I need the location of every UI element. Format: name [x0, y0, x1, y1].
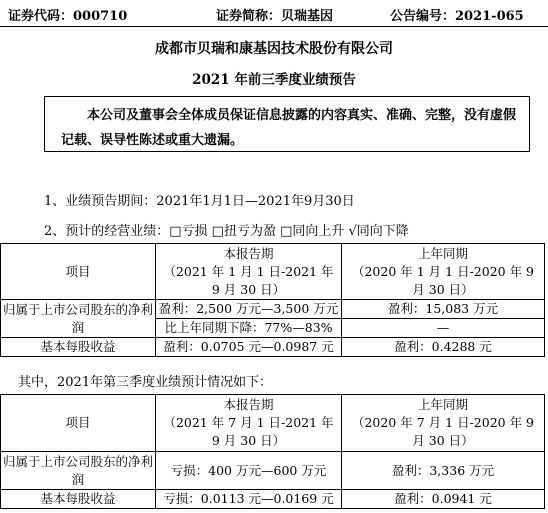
- company-title: 成都市贝瑞和康基因技术股份有限公司: [155, 41, 393, 57]
- cell-net-profit-current: 亏损：400 万元—600 万元: [156, 452, 342, 490]
- header-current-title: 本报告期: [223, 397, 274, 412]
- cell-eps-prior: 盈利：0.0941 元: [342, 490, 545, 509]
- table-header-item: 项目: [1, 244, 156, 300]
- header-current-period: （2021 年 7 月 1 日-2021 年 9 月 30 日）: [163, 415, 334, 448]
- cell-eps-prior: 盈利：0.4288 元: [342, 338, 545, 357]
- forecast-period: 1、业绩预告期间：2021年1月1日—2021年9月30日: [44, 194, 355, 209]
- forecast-table-ytd: [0, 243, 545, 357]
- cell-eps-current: 亏损：0.0113 元—0.0169 元: [156, 490, 342, 509]
- table-header-current: [156, 244, 342, 300]
- cell-net-profit-prior: 盈利：15,083 万元: [342, 300, 545, 319]
- forecast-table-q3: [0, 394, 545, 509]
- row-label-net-profit: 归属于上市公司股东的净利润: [1, 452, 156, 490]
- notice-number: 公告编号：2021-065: [390, 9, 524, 24]
- cell-net-profit-prior: 盈利：3,336 万元: [342, 452, 545, 490]
- header-current-period: （2021 年 1 月 1 日-2021 年 9 月 30 日）: [163, 263, 334, 297]
- row-label-net-profit: 归属于上市公司股东的净利润: [1, 300, 156, 338]
- disclaimer-text: 本公司及董事会全体成员保证信息披露的内容真实、准确、完整，没有虚假记载、误导性陈述或重大遗漏。: [61, 108, 517, 148]
- header-divider: [0, 26, 548, 27]
- header-prior-title: 上年同期: [417, 245, 468, 261]
- row-label-eps: 基本每股收益: [1, 338, 156, 357]
- row-label-eps: 基本每股收益: [1, 490, 156, 509]
- stock-name: 证券简称：贝瑞基因: [216, 9, 334, 24]
- cell-eps-current: 盈利：0.0705 元—0.0987 元: [156, 338, 342, 357]
- table-header-prior: [342, 244, 545, 300]
- table-header-prior: [342, 395, 545, 452]
- disclaimer-box: [44, 96, 530, 152]
- table-header-current: [156, 395, 342, 452]
- header-current-title: 本报告期: [223, 245, 274, 261]
- cell-decline-prior: —: [342, 319, 545, 338]
- table-header-item: 项目: [1, 395, 156, 452]
- header-prior-period: （2020 年 1 月 1 日-2020 年 9 月 30 日）: [351, 263, 535, 297]
- header-prior-title: 上年同期: [417, 397, 468, 412]
- header-prior-period: （2020 年 7 月 1 日-2020 年 9 月 30 日）: [351, 415, 535, 448]
- report-title: 2021 年前三季度业绩预告: [192, 72, 356, 88]
- cell-net-profit-current: 盈利：2,500 万元—3,500 万元: [156, 300, 342, 319]
- stock-code: 证券代码：000710: [8, 9, 128, 24]
- expected-performance: 2、预计的经营业绩：□亏损 □扭亏为盈 □同向上升 √同向下降: [44, 224, 409, 239]
- document-header: [0, 0, 548, 26]
- q3-intro: 其中，2021年第三季度业绩预计情况如下：: [18, 375, 273, 390]
- cell-decline-rate: 比上年同期下降：77%—83%: [156, 319, 342, 338]
